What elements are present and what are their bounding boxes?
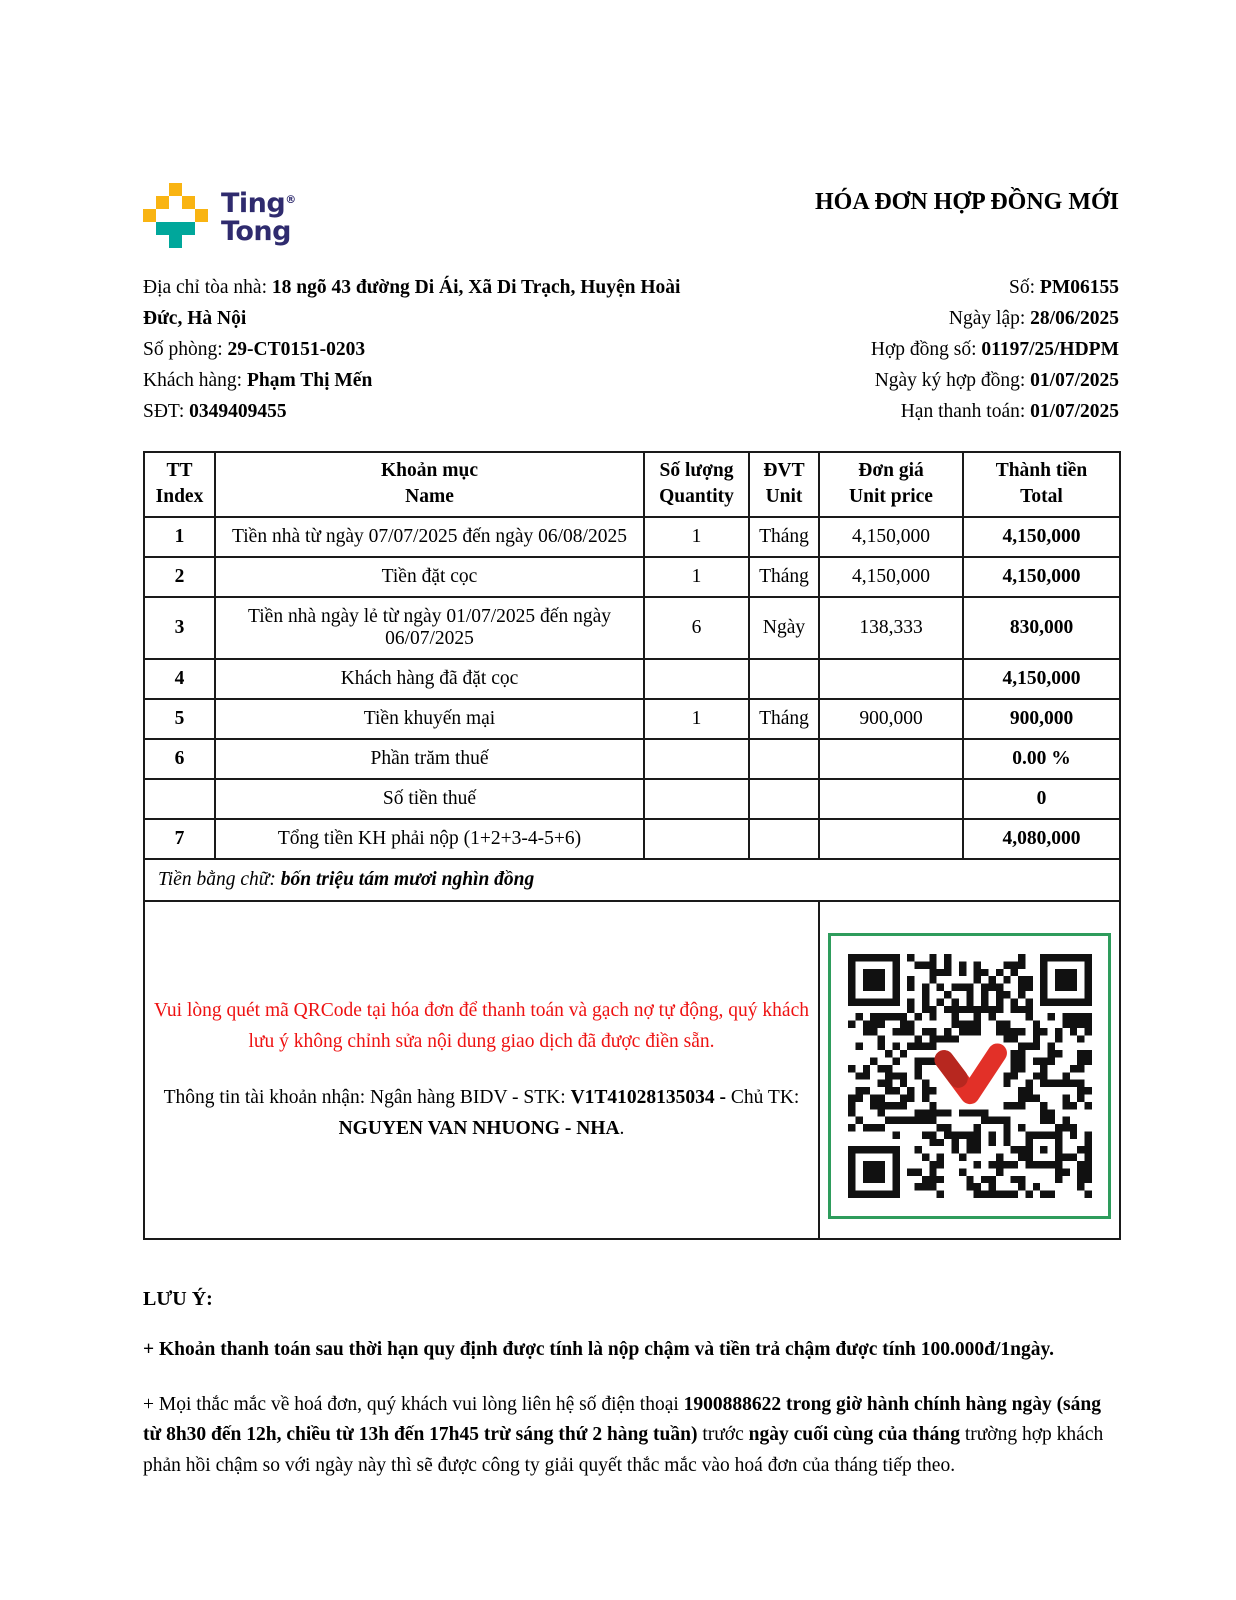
cell-name: Tiền nhà ngày lẻ từ ngày 01/07/2025 đến ngày 06/07/2025	[215, 597, 644, 659]
issue-date-line	[728, 303, 1119, 334]
qr-payment-notice: Vui lòng quét mã QRCode tại hóa đơn để thanh toán và gạch nợ tự động, quý khách lưu ý không chỉnh sửa nội dung giao dịch đã được điền sẵn.	[154, 1000, 809, 1053]
cell-index: 7	[144, 819, 215, 859]
cell-unit-price: 4,150,000	[819, 557, 963, 597]
cell-name: Khách hàng đã đặt cọc	[215, 659, 644, 699]
field-label: Ngày ký hợp đồng:	[874, 370, 1031, 391]
table-row	[144, 659, 1120, 699]
cell-total: 4,150,000	[963, 517, 1120, 557]
cell-quantity: 6	[644, 597, 749, 659]
cell-unit	[749, 779, 819, 819]
header-line: TT	[166, 460, 193, 481]
cell-total: 4,150,000	[963, 557, 1120, 597]
field-label: Số:	[1009, 277, 1040, 298]
hotline-info: 1900888622 trong giờ hành chính hàng ngày (sáng từ 8h30 đến 12h, chiều từ 13h đến 17h45 trừ sáng thứ 2 hàng tuần)	[143, 1393, 1101, 1446]
table-row	[144, 819, 1120, 859]
wordmark-line1	[221, 186, 296, 218]
cell-quantity	[644, 779, 749, 819]
building-address-line	[143, 272, 728, 303]
building-address-line2	[143, 303, 728, 334]
table-row	[144, 739, 1120, 779]
late-payment-note: + Khoản thanh toán sau thời hạn quy định được tính là nộp chậm và tiền trả chậm được tính 100.000đ/1ngày.	[143, 1338, 1055, 1360]
field-value: 29-CT0151-0203	[227, 339, 366, 360]
cell-unit	[749, 819, 819, 859]
cell-unit	[749, 739, 819, 779]
cell-unit	[749, 659, 819, 699]
page-title: HÓA ĐƠN HỢP ĐỒNG MỚI	[814, 189, 1119, 215]
cell-quantity: 1	[644, 699, 749, 739]
col-header-unit-price	[819, 452, 963, 517]
notes-heading: LƯU Ý:	[143, 1287, 213, 1310]
account-holder: NGUYEN VAN NHUONG - NHA	[338, 1118, 620, 1140]
cell-unit: Ngày	[749, 597, 819, 659]
deadline-text: ngày cuối cùng của tháng	[748, 1424, 960, 1446]
field-value: 01197/25/HDPM	[981, 339, 1119, 360]
cell-name: Tiền khuyến mại	[215, 699, 644, 739]
table-row	[144, 517, 1120, 557]
payment-info-cell	[144, 901, 819, 1239]
amount-in-words-label: Tiền bằng chữ:	[158, 868, 281, 890]
header-line: Khoản mục	[381, 460, 478, 481]
tingtong-logo	[143, 183, 296, 248]
logo-pixel	[169, 235, 182, 248]
col-header-quantity	[644, 452, 749, 517]
field-value: PM06155	[1039, 277, 1119, 298]
customer-info	[143, 272, 728, 427]
logo-pixel	[182, 196, 195, 209]
cell-index: 4	[144, 659, 215, 699]
cell-quantity	[644, 739, 749, 779]
cell-unit: Tháng	[749, 699, 819, 739]
invoice-items-table	[143, 451, 1121, 1240]
cell-unit-price	[819, 739, 963, 779]
col-header-total	[963, 452, 1120, 517]
cell-name: Tiền nhà từ ngày 07/07/2025 đến ngày 06/08/2025	[215, 517, 644, 557]
cell-total: 4,080,000	[963, 819, 1120, 859]
logo-pixel	[182, 222, 195, 235]
cell-total: 0.00 %	[963, 739, 1120, 779]
note-text: + Mọi thắc mắc về hoá đơn, quý khách vui lòng liên hệ số điện thoại	[143, 1393, 684, 1415]
account-number: V1T41028135034 -	[570, 1087, 731, 1109]
contract-sign-date-line	[728, 365, 1119, 396]
receiving-account-info	[151, 1082, 812, 1144]
field-value: 01/07/2025	[1030, 370, 1119, 391]
cell-quantity	[644, 819, 749, 859]
room-number-line	[143, 334, 728, 365]
header-line: Index	[155, 486, 204, 508]
account-text: Chủ TK:	[730, 1087, 800, 1109]
contact-note	[143, 1390, 1119, 1482]
tingtong-wordmark	[221, 186, 296, 246]
field-value: Phạm Thị Mến	[246, 370, 373, 391]
cell-name: Tổng tiền KH phải nộp (1+2+3-4-5+6)	[215, 819, 644, 859]
cell-unit-price	[819, 779, 963, 819]
field-value: 0349409455	[189, 401, 287, 422]
cell-quantity: 1	[644, 557, 749, 597]
note-text: trường hợp khách phản hồi chậm so với ngày này thì sẽ được công ty giải quyết thắc mắc vào hoá đơn của tháng tiếp theo.	[143, 1424, 1104, 1476]
logo-pixel	[195, 209, 208, 222]
cell-quantity: 1	[644, 517, 749, 557]
field-value: 18 ngõ 43 đường Di Ái, Xã Di Trạch, Huyện Hoài	[271, 277, 681, 298]
payment-qr-code	[848, 954, 1092, 1198]
table-row	[144, 779, 1120, 819]
cell-total: 0	[963, 779, 1120, 819]
field-label: Số phòng:	[143, 339, 228, 360]
cell-index: 5	[144, 699, 215, 739]
registered-mark: ®	[285, 192, 296, 206]
field-label: Địa chỉ tòa nhà:	[143, 277, 272, 298]
field-label: Ngày lập:	[948, 308, 1031, 329]
cell-unit-price: 4,150,000	[819, 517, 963, 557]
header-line: ĐVT	[763, 460, 805, 481]
cell-index: 1	[144, 517, 215, 557]
amount-in-words-cell	[144, 859, 1120, 901]
contract-number-line	[728, 334, 1119, 365]
col-header-unit	[749, 452, 819, 517]
cell-name: Số tiền thuế	[215, 779, 644, 819]
page-header	[143, 0, 1119, 248]
table-header-row	[144, 452, 1120, 517]
header-line: Unit price	[849, 486, 933, 508]
header-line: Quantity	[659, 486, 734, 508]
header-line: Unit	[765, 486, 803, 508]
field-value: 28/06/2025	[1030, 308, 1119, 329]
field-value: 01/07/2025	[1030, 401, 1119, 422]
cell-unit-price	[819, 659, 963, 699]
logo-pixel	[143, 209, 156, 222]
cell-unit-price	[819, 819, 963, 859]
logo-pixel	[156, 196, 169, 209]
phone-line	[143, 396, 728, 427]
cell-total: 900,000	[963, 699, 1120, 739]
header-line: Name	[405, 486, 454, 508]
invoice-details	[728, 272, 1119, 427]
header-line: Total	[1020, 486, 1063, 508]
logo-pixel	[169, 222, 182, 235]
invoice-meta	[143, 272, 1119, 427]
header-line: Thành tiền	[995, 460, 1088, 481]
note-text: trước	[697, 1424, 749, 1446]
tingtong-logo-icon	[143, 183, 208, 248]
customer-name-line	[143, 365, 728, 396]
cell-unit: Tháng	[749, 557, 819, 597]
col-header-index	[144, 452, 215, 517]
cell-unit-price: 138,333	[819, 597, 963, 659]
cell-name: Phần trăm thuế	[215, 739, 644, 779]
field-label: SĐT:	[143, 401, 190, 422]
field-label: Hợp đồng số:	[870, 339, 982, 360]
amount-in-words-value: bốn triệu tám mươi nghìn đồng	[280, 868, 535, 890]
payment-row	[144, 901, 1120, 1239]
qr-frame	[828, 933, 1111, 1219]
cell-index: 3	[144, 597, 215, 659]
field-label: Hạn thanh toán:	[900, 401, 1031, 422]
account-text: .	[619, 1118, 625, 1140]
cell-index: 2	[144, 557, 215, 597]
field-label: Khách hàng:	[143, 370, 247, 391]
field-value: Đức, Hà Nội	[143, 308, 247, 329]
wordmark-text: Ting	[221, 187, 286, 219]
notes-section	[143, 1288, 1119, 1482]
header-line: Đơn giá	[858, 460, 924, 481]
logo-pixel	[156, 222, 169, 235]
cell-total: 830,000	[963, 597, 1120, 659]
cell-index	[144, 779, 215, 819]
cell-total: 4,150,000	[963, 659, 1120, 699]
cell-index: 6	[144, 739, 215, 779]
invoice-number-line	[728, 272, 1119, 303]
qr-cell	[819, 901, 1120, 1239]
logo-pixel	[169, 183, 182, 196]
payment-due-line	[728, 396, 1119, 427]
table-row	[144, 597, 1120, 659]
header-line: Số lượng	[659, 460, 734, 481]
amount-in-words-row	[144, 859, 1120, 901]
cell-name: Tiền đặt cọc	[215, 557, 644, 597]
account-text: Thông tin tài khoản nhận: Ngân hàng BIDV - STK:	[163, 1087, 571, 1109]
table-row	[144, 699, 1120, 739]
cell-unit-price: 900,000	[819, 699, 963, 739]
wordmark-line2: Tong	[221, 215, 291, 247]
table-row	[144, 557, 1120, 597]
col-header-name	[215, 452, 644, 517]
cell-quantity	[644, 659, 749, 699]
cell-unit: Tháng	[749, 517, 819, 557]
invoice-page	[143, 0, 1119, 1481]
